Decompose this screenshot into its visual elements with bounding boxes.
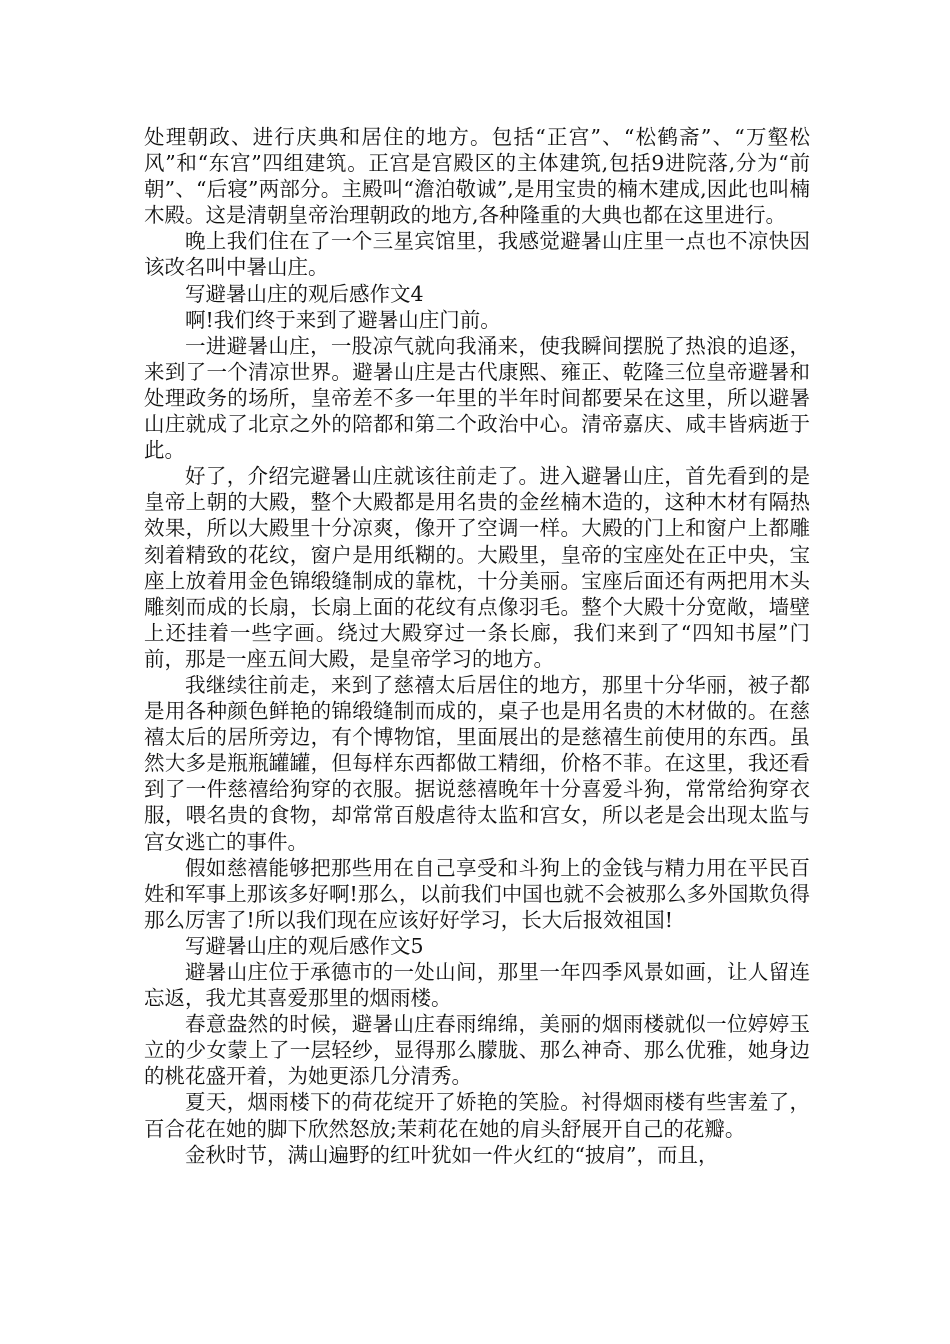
paragraph: 夏天，烟雨楼下的荷花绽开了娇艳的笑脸。衬得烟雨楼有些害羞了，百合花在她的脚下欣然怒放;茉莉花在她的肩头舒展开自己的花瓣。 [144,1090,810,1141]
section-heading: 写避暑山庄的观后感作文5 [185,933,424,958]
paragraph: 处理朝政、进行庆典和居住的地方。包括“正宫”、“松鹤斋”、“万壑松风”和“东宫”四组建筑。正宫是宫殿区的主体建筑,包括9进院落,分为“前朝”、“后寝”两部分。主殿叫“澹泊敬诚”,是用宝贵的楠木建成,因此也叫楠木殿。这是清朝皇帝治理朝政的地方,各种隆重的大典也都在这里进行。 [144,125,810,228]
paragraph: 金秋时节，满山遍野的红叶犹如一件火红的“披肩”，而且， [185,1142,719,1167]
paragraph: 好了，介绍完避暑山庄就该往前走了。进入避暑山庄，首先看到的是皇帝上朝的大殿，整个大殿都是用名贵的金丝楠木造的，这种木材有隔热效果，所以大殿里十分凉爽，像开了空调一样。大殿的门上和窗户上都雕刻着精致的花纹，窗户是用纸糊的。大殿里，皇帝的宝座处在正中央，宝座上放着用金色锦缎缝制成的靠枕，十分美丽。宝座后面还有两把用木头雕刻而成的长扇，长扇上面的花纹有点像羽毛。整个大殿十分宽敞，墙壁上还挂着一些字画。绕过大殿穿过一条长廊，我们来到了“四知书屋”门前，那是一座五间大殿，是皇帝学习的地方。 [144,464,810,671]
paragraph: 一进避暑山庄，一股凉气就向我涌来，使我瞬间摆脱了热浪的追逐，来到了一个清凉世界。避暑山庄是古代康熙、雍正、乾隆三位皇帝避暑和处理政务的场所，皇帝差不多一年里的半年时间都要呆在这里，所以避暑山庄就成了北京之外的陪都和第二个政治中心。清帝嘉庆、咸丰皆病逝于此。 [144,333,810,463]
paragraph: 避暑山庄位于承德市的一处山间，那里一年四季风景如画，让人留连忘返，我尤其喜爱那里的烟雨楼。 [144,960,810,1011]
paragraph: 我继续往前走，来到了慈禧太后居住的地方，那里十分华丽，被子都是用各种颜色鲜艳的锦缎缝制而成的，桌子也是用名贵的木材做的。在慈禧太后的居所旁边，有个博物馆，里面展出的是慈禧生前使用的东西。虽然大多是瓶瓶罐罐，但每样东西都做工精细，价格不菲。在这里，我还看到了一件慈禧给狗穿的衣服。据说慈禧晚年十分喜爱斗狗，常常给狗穿衣服，喂名贵的食物，却常常百般虐待太监和宫女，所以老是会出现太监与宫女逃亡的事件。 [144,672,810,854]
paragraph: 春意盎然的时候，避暑山庄春雨绵绵，美丽的烟雨楼就似一位婷婷玉立的少女蒙上了一层轻纱，显得那么朦胧、那么神奇、那么优雅，她身边的桃花盛开着，为她更添几分清秀。 [144,1012,810,1089]
document-page [144,124,810,1168]
section-heading: 写避暑山庄的观后感作文4 [185,281,424,306]
paragraph: 假如慈禧能够把那些用在自己享受和斗狗上的金钱与精力用在平民百姓和军事上那该多好啊!那么，以前我们中国也就不会被那么多外国欺负得那么厉害了!所以我们现在应该好好学习，长大后报效祖国! [144,855,810,932]
paragraph: 啊!我们终于来到了避暑山庄门前。 [185,307,501,332]
paragraph: 晚上我们住在了一个三星宾馆里，我感觉避暑山庄里一点也不凉快因该改名叫中暑山庄。 [144,229,810,280]
